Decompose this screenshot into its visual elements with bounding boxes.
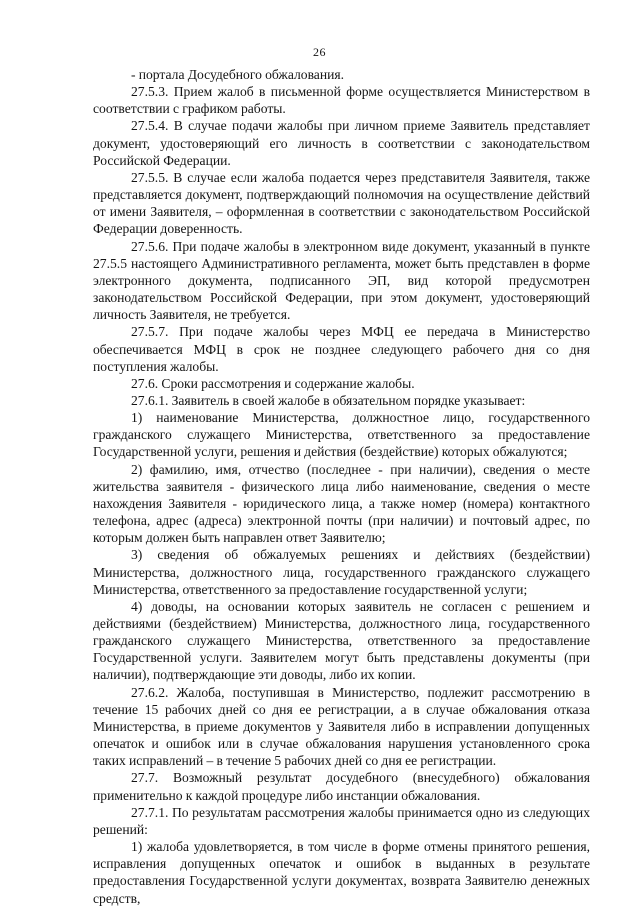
list-item: 3) сведения об обжалуемых решениях и действиях (бездействии) Министерства, должностного лица, государственного гражданского служащего Министерства, ответственного за предоставление государственной услуги;: [93, 547, 590, 597]
paragraph: 27.5.4. В случае подачи жалобы при личном приеме Заявитель представляет документ, удостоверяющий его личность в соответствии с законодательством Российской Федерации.: [93, 118, 590, 168]
section-heading: 27.7. Возможный результат досудебного (внесудебного) обжалования применительно к каждой процедуре либо инстанции обжалования.: [93, 770, 590, 803]
section-heading: 27.6. Сроки рассмотрения и содержание жалобы.: [131, 375, 415, 391]
document-body: [93, 66, 590, 907]
list-item: 1) жалоба удовлетворяется, в том числе в форме отмены принятого решения, исправления допущенных опечаток и ошибок в выданных в результате предоставления Государственной услуги документах, возврата Заявителю денежных средств,: [93, 839, 590, 906]
list-item: 4) доводы, на основании которых заявитель не согласен с решением и действиями (бездействием) Министерства, должностного лица, государственного гражданского служащего Министерства, ответственного за предоставление Государственной услуги. Заявителем могут быть представлены документы (при наличии), подтверждающие эти доводы, либо их копии.: [93, 598, 590, 683]
paragraph: 27.5.3. Прием жалоб в письменной форме осуществляется Министерством в соответствии с графиком работы.: [93, 84, 590, 117]
paragraph: 27.6.2. Жалоба, поступившая в Министерство, подлежит рассмотрению в течение 15 рабочих дней со дня ее регистрации, а в случае обжалования отказа Министерства, в приеме документов у Заявителя либо в исправлении допущенных опечаток и ошибок или в случае обжалования нарушения установленного срока таких исправлений – в течение 5 рабочих дней со дня ее регистрации.: [93, 684, 590, 769]
page-number: 26: [313, 45, 326, 59]
paragraph: 27.5.5. В случае если жалоба подается через представителя Заявителя, также представляется документ, подтверждающий полномочия на осуществление действий от имени Заявителя, – оформленная в соответствии с законодательством Российской Федерации доверенность.: [93, 169, 590, 237]
list-item: 2) фамилию, имя, отчество (последнее - при наличии), сведения о месте жительства заявителя - физического лица либо наименование, сведения о месте нахождения Заявителя - юридического лица, а также номер (номера) контактного телефона, адрес (адреса) электронной почты (при наличии) и почтовый адрес, по которым должен быть направлен ответ Заявителю;: [93, 461, 590, 546]
paragraph: 27.5.7. При подаче жалобы через МФЦ ее передача в Министерство обеспечивается МФЦ в срок не позднее следующего рабочего дня со дня поступления жалобы.: [93, 324, 590, 374]
list-item: 1) наименование Министерства, должностное лицо, государственного гражданского служащего Министерства, ответственного за предоставление Государственной услуги, решения и действия (бездействие) которых обжалуются;: [93, 410, 590, 460]
paragraph: 27.6.1. Заявитель в своей жалобе в обязательном порядке указывает:: [131, 392, 526, 408]
paragraph: - портала Досудебного обжалования.: [131, 67, 345, 82]
paragraph: 27.5.6. При подаче жалобы в электронном виде документ, указанный в пункте 27.5.5 настоящего Административного регламента, может быть представлен в форме электронного документа, подписанного ЭП, вид которой предусмотрен законодательством Российской Федерации, при этом документ, удостоверяющий личность Заявителя, не требуется.: [93, 238, 590, 323]
paragraph: 27.7.1. По результатам рассмотрения жалобы принимается одно из следующих решений:: [93, 804, 590, 837]
